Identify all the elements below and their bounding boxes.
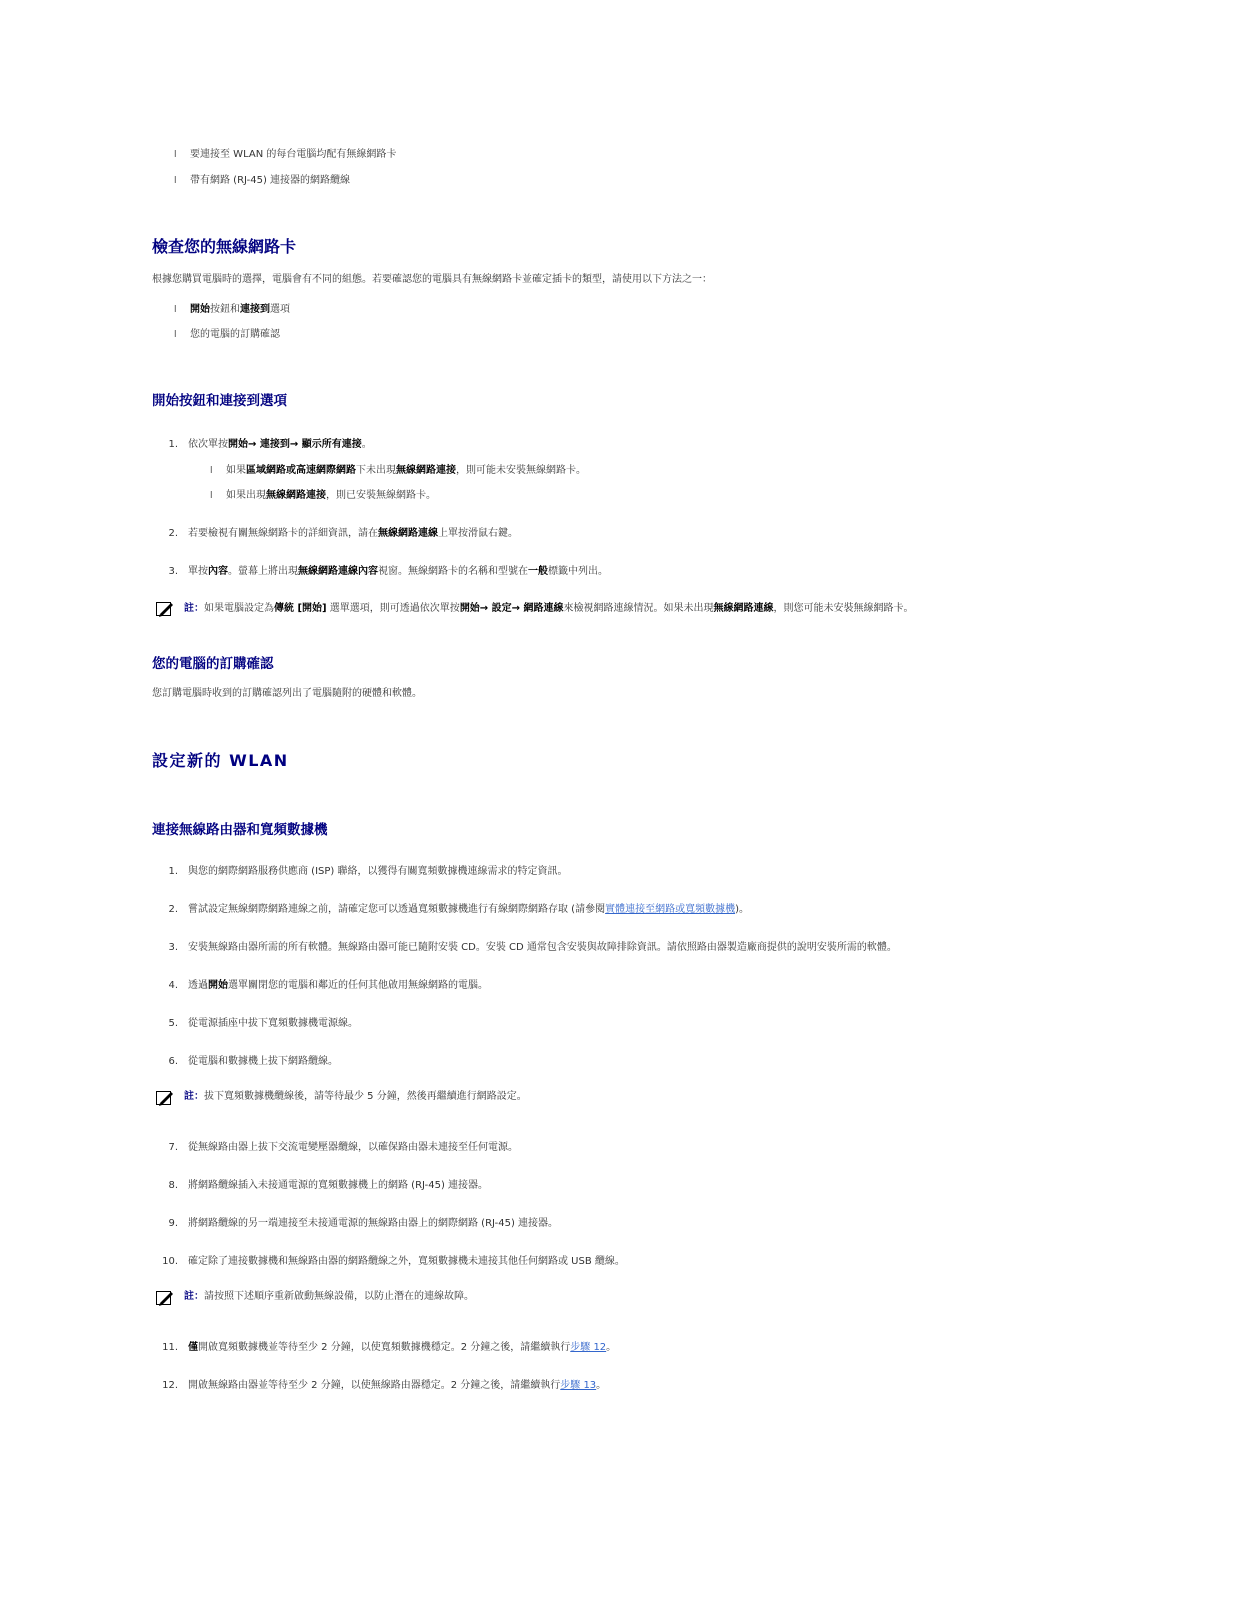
list-item: 帶有網路 (RJ-45) 連接器的網路纜線	[190, 175, 351, 186]
physical-connection-link[interactable]: 實體連接至網路或寬頻數據機	[605, 904, 736, 915]
note-text: 註：請按照下述順序重新啟動無線設備，以防止潛在的連線故障。	[184, 1291, 474, 1302]
section-heading-order-confirmation: 您的電腦的訂購確認	[152, 656, 274, 672]
step-text: 將網路纜線插入未接通電源的寬頻數據機上的網路 (RJ-45) 連接器。	[188, 1180, 489, 1191]
note-text: 註：拔下寬頻數據機纜線後，請等待最少 5 分鐘，然後再繼續進行網路設定。	[184, 1091, 527, 1102]
step-text: 單按內容。螢幕上將出現無線網路連線內容視窗。無線網路卡的名稱和型號在一般標籤中列出。	[188, 566, 608, 577]
section-heading-connect-router: 連接無線路由器和寬頻數據機	[152, 822, 328, 838]
step-text: 確定除了連接數據機和無線路由器的網路纜線之外，寬頻數據機未連接其他任何網路或 USB 纜線。	[188, 1256, 625, 1267]
note-pencil-icon	[156, 601, 174, 617]
step-number: 10.	[162, 1256, 178, 1267]
section-heading-setup-wlan: 設定新的 WLAN	[152, 751, 289, 770]
step-number: 2.	[168, 904, 178, 915]
step-number: 1.	[168, 439, 178, 450]
list-item: 開始按鈕和連接到選項	[190, 304, 290, 315]
note-text: 註：如果電腦設定為傳統 [開始] 選單選項，則可透過依次單按開始→ 設定→ 網路連線來檢視網路連線情況。如果未出現無線網路連線，則您可能未安裝無線網路卡。	[184, 603, 914, 614]
bullet-icon: l	[174, 176, 177, 186]
step-text: 開啟無線路由器並等待至少 2 分鐘，以使無線路由器穩定。2 分鐘之後，請繼續執行步驟 13。	[188, 1380, 607, 1391]
step-number: 3.	[168, 566, 178, 577]
step-12-link[interactable]: 步驟 12	[570, 1342, 607, 1353]
step-text: 將網路纜線的另一端連接至未接通電源的無線路由器上的網際網路 (RJ-45) 連接器。	[188, 1218, 559, 1229]
step-number: 11.	[162, 1342, 178, 1353]
step-number: 9.	[168, 1218, 178, 1229]
step-13-link[interactable]: 步驟 13	[560, 1380, 597, 1391]
step-text: 依次單按開始→ 連接到→ 顯示所有連接。	[188, 439, 372, 450]
step-text: 從電源插座中拔下寬頻數據機電源線。	[188, 1018, 358, 1029]
step-number: 5.	[168, 1018, 178, 1029]
list-item: 您的電腦的訂購確認	[190, 329, 280, 340]
step-text: 透過開始選單關閉您的電腦和鄰近的任何其他啟用無線網路的電腦。	[188, 980, 488, 991]
section-heading-start-button: 開始按鈕和連接到選項	[152, 393, 287, 409]
bullet-icon: l	[174, 330, 177, 340]
bullet-icon: l	[210, 491, 213, 501]
step-text: 從無線路由器上拔下交流電變壓器纜線，以確保路由器未連接至任何電源。	[188, 1142, 518, 1153]
paragraph: 您訂購電腦時收到的訂購確認列出了電腦隨附的硬體和軟體。	[152, 688, 422, 699]
step-number: 8.	[168, 1180, 178, 1191]
bullet-icon: l	[174, 305, 177, 315]
sub-list-item: 如果出現無線網路連接，則已安裝無線網路卡。	[226, 490, 436, 501]
section-heading-check-card: 檢查您的無線網路卡	[152, 237, 297, 256]
step-number: 1.	[168, 866, 178, 877]
step-text: 若要檢視有關無線網路卡的詳細資訊，請在無線網路連線上單按滑鼠右鍵。	[188, 528, 518, 539]
note-pencil-icon	[156, 1290, 174, 1306]
step-text: 從電腦和數據機上拔下網路纜線。	[188, 1056, 338, 1067]
step-number: 12.	[162, 1380, 178, 1391]
step-text: 嘗試設定無線網際網路連線之前，請確定您可以透過寬頻數據機進行有線網際網路存取 (請參閱實體連接至網路或寬頻數據機)。	[188, 904, 749, 915]
step-text: 安裝無線路由器所需的所有軟體。無線路由器可能已隨附安裝 CD。安裝 CD 通常包含安裝與故障排除資訊。請依照路由器製造廠商提供的說明安裝所需的軟體。	[188, 942, 897, 953]
step-number: 6.	[168, 1056, 178, 1067]
step-number: 3.	[168, 942, 178, 953]
list-item: 要連接至 WLAN 的每台電腦均配有無線網路卡	[190, 149, 397, 160]
note-pencil-icon	[156, 1090, 174, 1106]
step-text: 僅開啟寬頻數據機並等待至少 2 分鐘，以使寬頻數據機穩定。2 分鐘之後，請繼續執行步驟 12。	[188, 1342, 617, 1353]
bullet-icon: l	[210, 466, 213, 476]
sub-list-item: 如果區域網路或高速網際網路下未出現無線網路連接，則可能未安裝無線網路卡。	[226, 465, 586, 476]
step-text: 與您的網際網路服務供應商 (ISP) 聯絡，以獲得有關寬頻數據機連線需求的特定資訊。	[188, 866, 568, 877]
step-number: 2.	[168, 528, 178, 539]
step-number: 4.	[168, 980, 178, 991]
intro-paragraph: 根據您購買電腦時的選擇，電腦會有不同的組態。若要確認您的電腦具有無線網路卡並確定插卡的類型，請使用以下方法之一：	[152, 274, 712, 285]
bullet-icon: l	[174, 150, 177, 160]
step-number: 7.	[168, 1142, 178, 1153]
